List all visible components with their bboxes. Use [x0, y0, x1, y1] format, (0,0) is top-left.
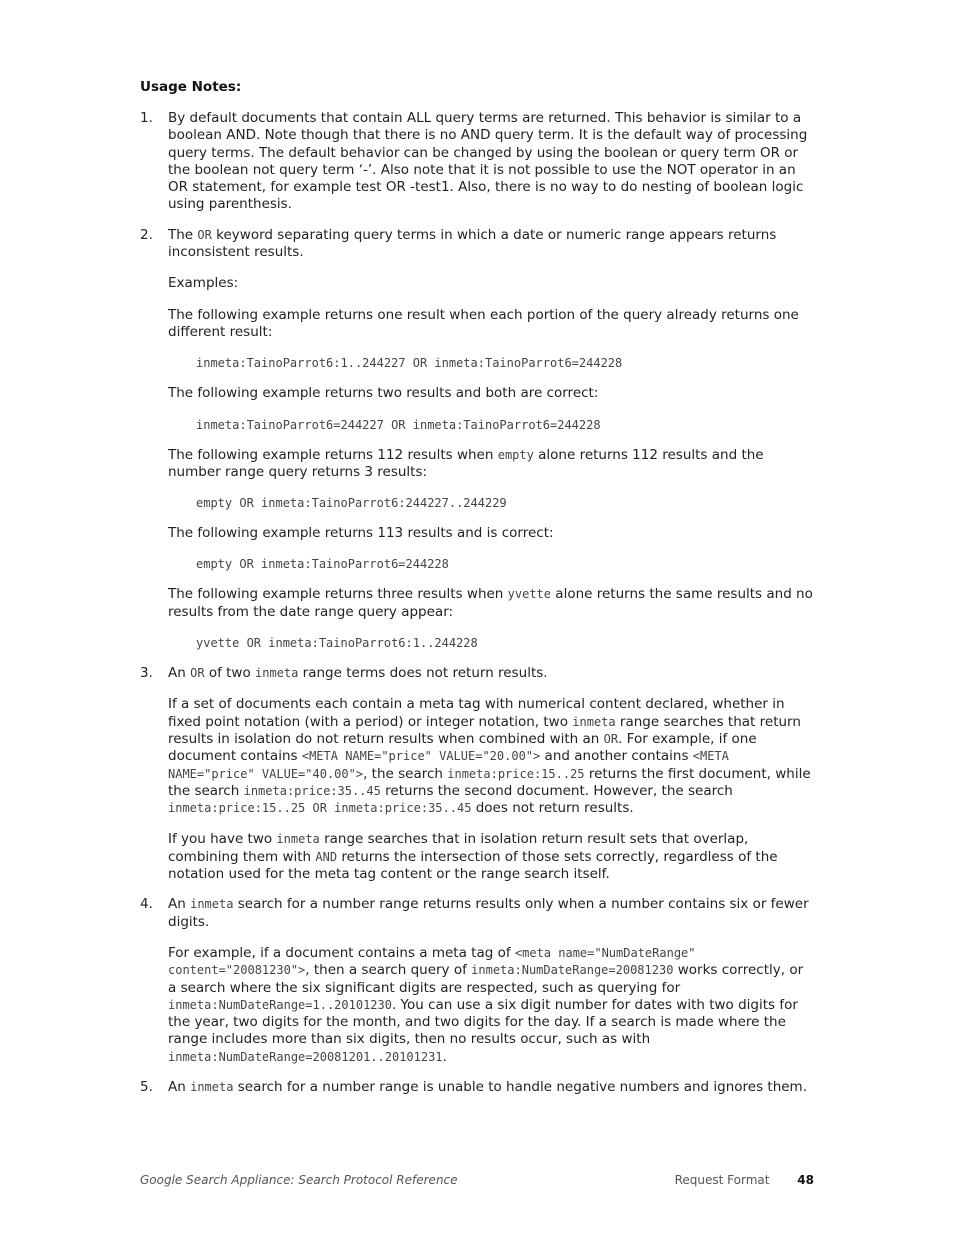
note-number: 5. — [140, 1078, 153, 1095]
usage-notes-heading: Usage Notes: — [140, 79, 242, 95]
note-text: An OR of two inmeta range terms does not return results. — [168, 665, 548, 682]
inline-code: inmeta:NumDateRange=20081201..20101231 — [168, 1049, 443, 1064]
note-paragraph: If you have two inmeta range searches that in isolation return result sets that overlap, combining them with AND returns the intersection of those sets correctly, regardless of the notation used for the meta tag content or the range search itself. — [168, 831, 778, 883]
note-text: By default documents that contain ALL query terms are returned. This behavior is similar to a boolean AND. Note though that there is no AND query term. It is the default way of processing query terms. The default behavior can be changed by using the boolean or query term OR or the boolean not query term ‘-’. Also note that it is not possible to use the NOT operator in an OR statement, for example test OR -test1. Also, there is no way to do nesting of boolean logic using parenthesis. — [168, 110, 808, 213]
code-example: empty OR inmeta:TainoParrot6:244227..244229 — [196, 496, 507, 511]
note-item-3 — [140, 665, 814, 883]
note-item-2 — [140, 227, 814, 652]
inline-code: inmeta — [276, 832, 320, 847]
code-example: empty OR inmeta:TainoParrot6=244228 — [196, 557, 449, 572]
footer-document-title: Google Search Appliance: Search Protocol Reference — [140, 1173, 458, 1187]
inline-code: empty — [497, 447, 534, 462]
footer-right — [675, 1172, 814, 1188]
note-number: 2. — [140, 226, 153, 243]
inline-code: inmeta — [255, 666, 299, 681]
inline-code: inmeta — [572, 714, 616, 729]
note-item-1 — [140, 110, 814, 214]
inline-code: <meta name="NumDateRange" content="20081230"> — [168, 945, 696, 978]
footer-section-name: Request Format — [674, 1173, 770, 1187]
note-item-4 — [140, 896, 814, 1066]
example-description: The following example returns one result when each portion of the query already returns one different result: — [168, 306, 799, 340]
footer-page-number: 48 — [797, 1173, 814, 1187]
inline-code: inmeta:price:15..25 OR inmeta:price:35..45 — [168, 801, 472, 816]
inline-code: AND — [315, 849, 338, 864]
example-description: The following example returns 113 results and is correct: — [168, 525, 554, 542]
examples-label: Examples: — [168, 275, 239, 292]
note-paragraph: If a set of documents each contain a meta tag with numerical content declared, whether in fixed point notation (with a period) or integer notation, two inmeta range searches that return results in isolation do not return results when combined with an OR. For example, if one document contains <META NAME="price" VALUE="20.00"> and another contains <META NAME="price" VALUE="40.00">, the search inmeta:price:15..25 returns the first document, while the search inmeta:price:35..45 returns the second document. However, the search inmeta:price:15..25 OR inmeta:price:35..45 does not return results. — [168, 696, 811, 817]
inline-code: inmeta:price:15..25 — [447, 766, 585, 781]
inline-code: inmeta — [190, 1079, 234, 1094]
inline-code: inmeta:price:35..45 — [243, 783, 381, 798]
inline-code: OR — [190, 666, 205, 681]
note-item-5 — [140, 1079, 814, 1096]
note-number: 4. — [140, 896, 153, 913]
inline-code: <META NAME="price" VALUE="20.00"> — [301, 749, 541, 764]
example-description: The following example returns three results when yvette alone returns the same results and no results from the date range query appear: — [168, 586, 813, 620]
example-description: The following example returns 112 results when empty alone returns 112 results and the number range query returns 3 results: — [168, 446, 764, 480]
note-text: An inmeta search for a number range is unable to handle negative numbers and ignores them. — [168, 1078, 807, 1095]
note-number: 3. — [140, 665, 153, 682]
usage-notes-list — [140, 110, 814, 1109]
code-example: inmeta:TainoParrot6:1..244227 OR inmeta:TainoParrot6=244228 — [196, 356, 623, 371]
inline-code: inmeta:NumDateRange=1..20101230 — [168, 997, 392, 1012]
inline-code: OR — [197, 227, 212, 242]
note-text: An inmeta search for a number range returns results only when a number contains six or fewer digits. — [168, 896, 809, 930]
inline-code: OR — [603, 731, 619, 746]
note-number: 1. — [140, 110, 153, 126]
note-text: The OR keyword separating query terms in which a date or numeric range appears returns inconsistent results. — [168, 226, 777, 261]
note-paragraph: For example, if a document contains a meta tag of <meta name="NumDateRange" content="20081230">, then a search query of inmeta:NumDateRange=20081230 works correctly, or a search where the six significant digits are respected, such as querying for inmeta:NumDateRange=1..20101230. You can use a six digit number for dates with two digits for the year, two digits for the month, and two digits for the day. If a search is made where the range includes more than six digits, then no results occur, such as with inmeta:NumDateRange=20081201..20101231. — [168, 944, 804, 1065]
example-description: The following example returns two results and both are correct: — [168, 385, 599, 402]
code-example: inmeta:TainoParrot6=244227 OR inmeta:TainoParrot6=244228 — [196, 417, 601, 432]
code-example: yvette OR inmeta:TainoParrot6:1..244228 — [196, 636, 478, 651]
inline-code: inmeta — [190, 897, 234, 912]
inline-code: yvette — [507, 587, 552, 602]
inline-code: <META NAME="price" VALUE="40.00"> — [168, 749, 729, 781]
inline-code: inmeta:NumDateRange=20081230 — [471, 963, 674, 978]
